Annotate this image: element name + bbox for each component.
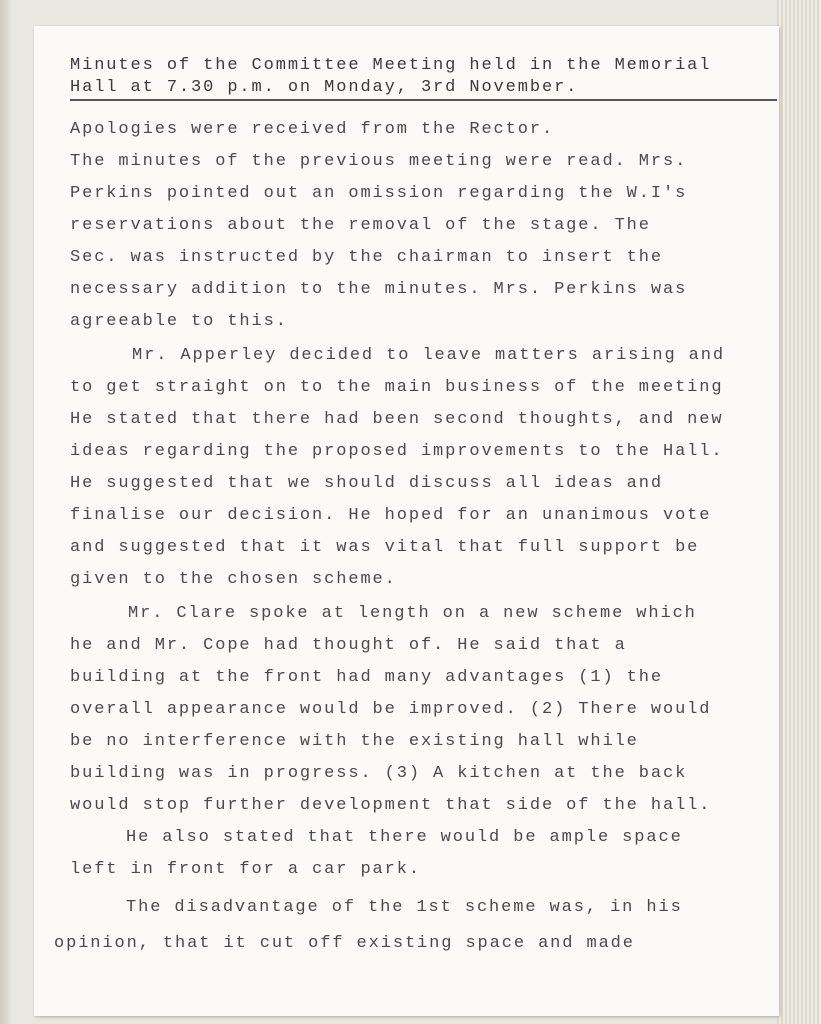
body-line: He also stated that there would be ample space	[126, 828, 683, 847]
body-line: opinion, that it cut off existing space and made	[54, 934, 635, 953]
title-line-2: Hall at 7.30 p.m. on Monday, 3rd November.	[70, 78, 579, 97]
body-line: building was in progress. (3) A kitchen at the back	[70, 764, 688, 783]
body-line: reservations about the removal of the stage. The	[70, 216, 651, 235]
title-line-1: Minutes of the Committee Meeting held in the Memorial	[70, 56, 712, 75]
body-line: Apologies were received from the Rector.	[70, 120, 555, 139]
body-line: would stop further development that side of the hall.	[70, 796, 712, 815]
body-line: overall appearance would be improved. (2) There would	[70, 700, 712, 719]
body-line: left in front for a car park.	[70, 860, 421, 879]
document-page	[34, 26, 779, 1016]
body-line: ideas regarding the proposed improvements to the Hall.	[70, 442, 724, 461]
body-line: Mr. Apperley decided to leave matters arising and	[132, 346, 725, 365]
page-stack-edge	[777, 0, 821, 1024]
body-line: be no interference with the existing hall while	[70, 732, 639, 751]
body-line: and suggested that it was vital that full support be	[70, 538, 700, 557]
body-line: he and Mr. Cope had thought of. He said that a	[70, 636, 627, 655]
body-line: given to the chosen scheme.	[70, 570, 397, 589]
body-line: to get straight on to the main business of the meeting	[70, 378, 724, 397]
title-underline	[70, 99, 777, 101]
binder-edge	[0, 0, 10, 1024]
body-line: Sec. was instructed by the chairman to insert the	[70, 248, 663, 267]
body-line: The disadvantage of the 1st scheme was, in his	[126, 898, 683, 917]
body-line: He stated that there had been second thoughts, and new	[70, 410, 724, 429]
body-line: building at the front had many advantages (1) the	[70, 668, 663, 687]
body-line: finalise our decision. He hoped for an unanimous vote	[70, 506, 712, 525]
body-line: Mr. Clare spoke at length on a new scheme which	[128, 604, 697, 623]
body-line: agreeable to this.	[70, 312, 288, 331]
body-line: necessary addition to the minutes. Mrs. Perkins was	[70, 280, 688, 299]
body-line: He suggested that we should discuss all ideas and	[70, 474, 663, 493]
body-line: Perkins pointed out an omission regarding the W.I's	[70, 184, 688, 203]
body-line: The minutes of the previous meeting were read. Mrs.	[70, 152, 688, 171]
